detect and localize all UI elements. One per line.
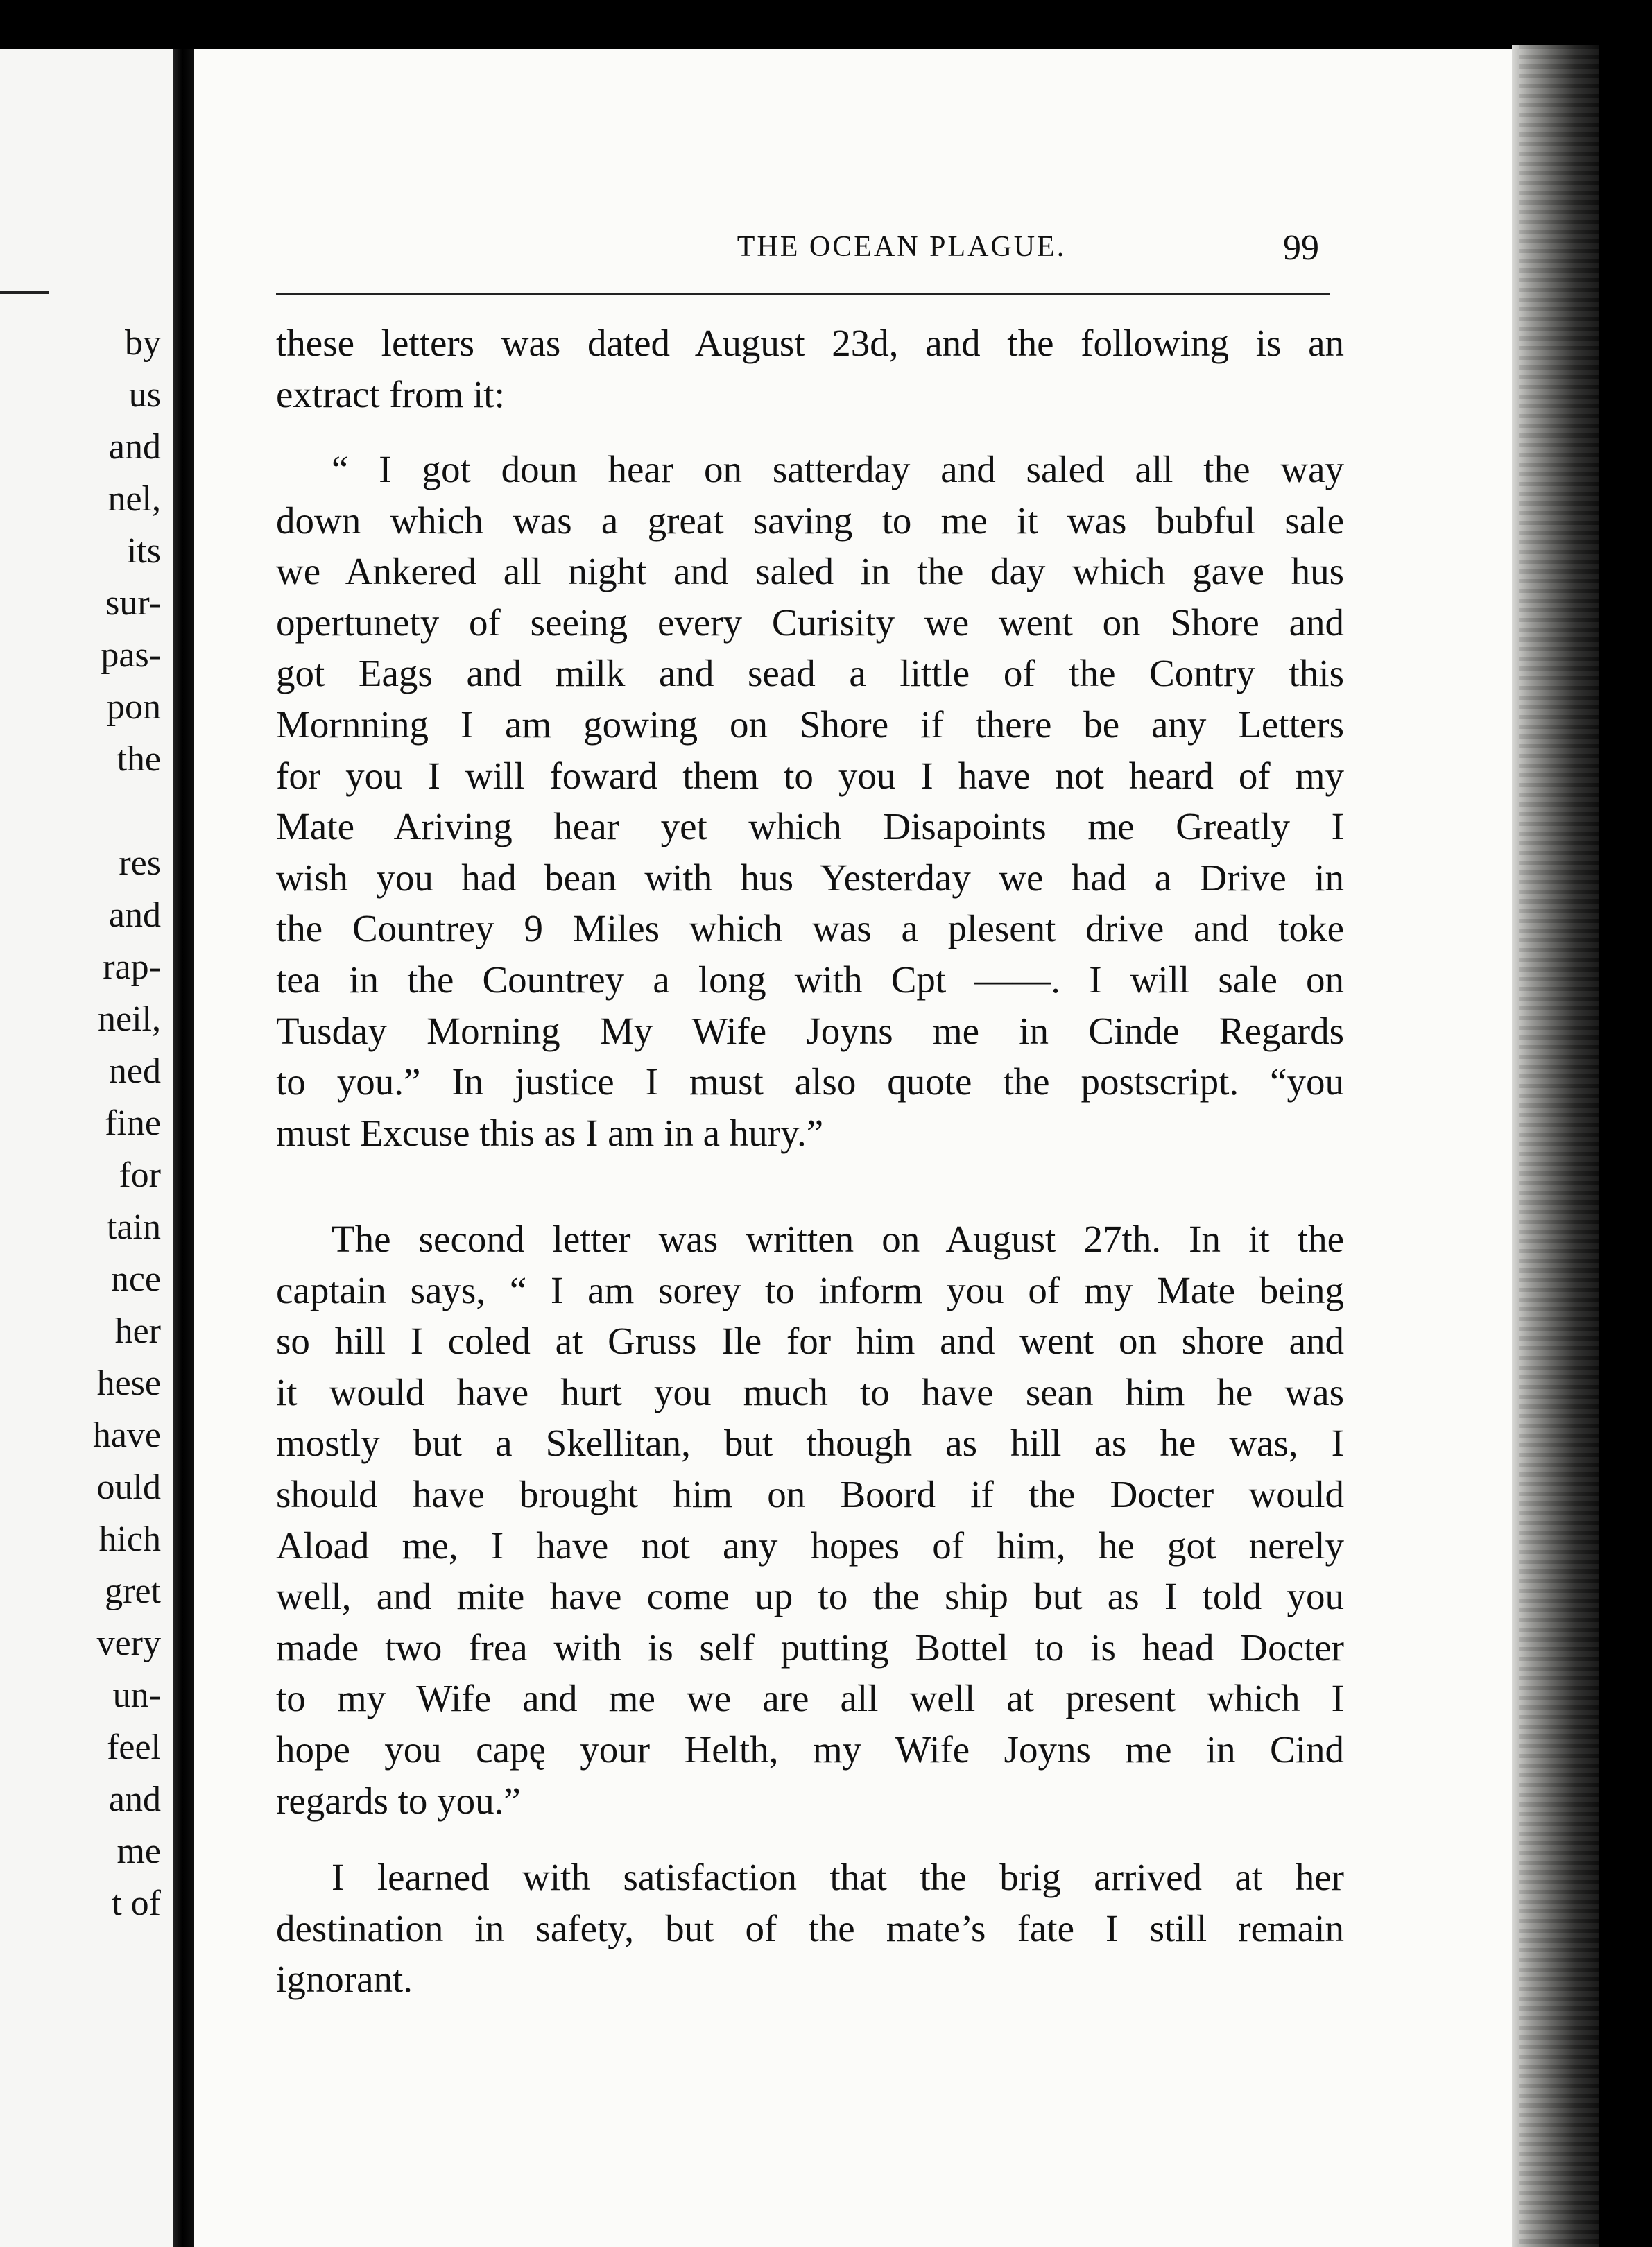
text-line: got Eags and milk and sead a little of the Contry this — [276, 652, 1344, 695]
text-line: Aload me, I have not any hopes of him, he got nerely — [276, 1524, 1344, 1567]
text-line: should have brought him on Boord if the Docter would — [276, 1472, 1344, 1515]
text-line: Tusday Morning My Wife Joyns me in Cinde Regards — [276, 1009, 1344, 1052]
text-line: “ I got doun hear on satterday and saled all the way — [332, 448, 1344, 490]
left-page-line: nel, — [107, 479, 161, 519]
closing-paragraph — [276, 1852, 1344, 2005]
left-page-line: very — [96, 1624, 161, 1663]
left-page-line: tain — [107, 1207, 161, 1247]
text-line: must Excuse this as I am in a hury.” — [276, 1111, 824, 1154]
left-page-line: the — [117, 739, 161, 779]
header-rule — [276, 293, 1330, 295]
main-page — [194, 49, 1519, 2247]
left-page-line: for — [119, 1155, 161, 1195]
left-page-line: res — [119, 843, 161, 883]
text-line: Mornning I am gowing on Shore if there be any Letters — [276, 703, 1344, 746]
left-page-line: pas- — [101, 635, 161, 675]
left-page-line: ould — [96, 1467, 161, 1507]
text-line: for you I will foward them to you I have not heard of my — [276, 754, 1344, 797]
text-line: wish you had bean with hus Yesterday we had a Drive in — [276, 856, 1344, 899]
left-page-line: gret — [105, 1572, 161, 1611]
page-number: 99 — [1283, 228, 1319, 268]
book-gutter — [173, 49, 196, 2247]
text-line: the Countrey 9 Miles which was a plesent drive and toke — [276, 907, 1344, 950]
text-line: made two frea with is self putting Bottel to is head Docter — [276, 1626, 1344, 1669]
text-line: to you.” In justice I must also quote the postscript. “you — [276, 1060, 1344, 1103]
letter-extract-paragraph — [276, 444, 1344, 1158]
text-line: The second letter was written on August 27th. In it the — [332, 1218, 1344, 1260]
left-page-line: her — [114, 1311, 161, 1351]
text-line: opertunety of seeing every Curisity we went on Shore and — [276, 601, 1344, 644]
text-line: well, and mite have come up to the ship but as I told you — [276, 1575, 1344, 1618]
left-page-line: and — [108, 1780, 161, 1819]
text-line: tea in the Countrey a long with Cpt ——. I will sale on — [276, 958, 1344, 1001]
left-page-line: hese — [96, 1363, 161, 1403]
paragraph-continuation — [276, 318, 1344, 420]
scan-background-top — [0, 0, 1652, 55]
left-page-line: its — [126, 531, 161, 571]
text-line: captain says, “ I am sorey to inform you of my Mate being — [276, 1268, 1344, 1311]
left-page-line: us — [128, 375, 161, 415]
left-page-line: hich — [98, 1519, 161, 1559]
left-page-line: fine — [105, 1103, 161, 1143]
text-line: ignorant. — [276, 1958, 413, 2001]
left-page-line: rap- — [103, 947, 161, 987]
left-page-line: have — [92, 1415, 161, 1455]
second-letter-paragraph — [276, 1214, 1344, 1826]
left-page-line: by — [125, 323, 161, 363]
text-line: I learned with satisfaction that the brig arrived at her — [332, 1856, 1344, 1898]
text-line: it would have hurt you much to have sean him he was — [276, 1370, 1344, 1413]
left-page-line: pon — [107, 687, 161, 727]
page-edge-texture — [1519, 45, 1602, 2247]
left-page-line: and — [108, 895, 161, 935]
text-line: regards to you.” — [276, 1779, 521, 1822]
text-line: these letters was dated August 23d, and the following is an — [276, 322, 1344, 364]
text-line: to my Wife and me we are all well at present which I — [276, 1677, 1344, 1720]
scan-background-right — [1599, 0, 1652, 2247]
left-page-line: ned — [108, 1051, 161, 1091]
left-page-line: me — [117, 1832, 161, 1871]
text-line: we Ankered all night and saled in the day which gave hus — [276, 550, 1344, 593]
text-line: destination in safety, but of the mate’s fate I still remain — [276, 1906, 1344, 1949]
running-head-title: THE OCEAN PLAGUE. — [737, 231, 1067, 263]
left-page-line: neil, — [98, 999, 161, 1039]
left-page-line: feel — [107, 1728, 161, 1767]
text-line: mostly but a Skellitan, but though as hill as he was, I — [276, 1422, 1344, 1465]
left-page-line: un- — [112, 1676, 161, 1715]
facing-page-left — [0, 49, 173, 2247]
left-page-rule — [0, 291, 49, 294]
left-page-line: nce — [110, 1259, 161, 1299]
left-page-line: t of — [112, 1884, 161, 1923]
text-line: so hill I coled at Gruss Ile for him and went on shore and — [276, 1320, 1344, 1363]
text-line: hope you capę your Helth, my Wife Joyns me in Cind — [276, 1728, 1344, 1771]
text-line: extract from it: — [276, 372, 505, 415]
left-page-line: and — [108, 427, 161, 467]
text-line: down which was a great saving to me it was bubful sale — [276, 499, 1344, 542]
text-line: Mate Ariving hear yet which Disapoints me Greatly I — [276, 805, 1344, 848]
left-page-line: sur- — [105, 583, 161, 623]
